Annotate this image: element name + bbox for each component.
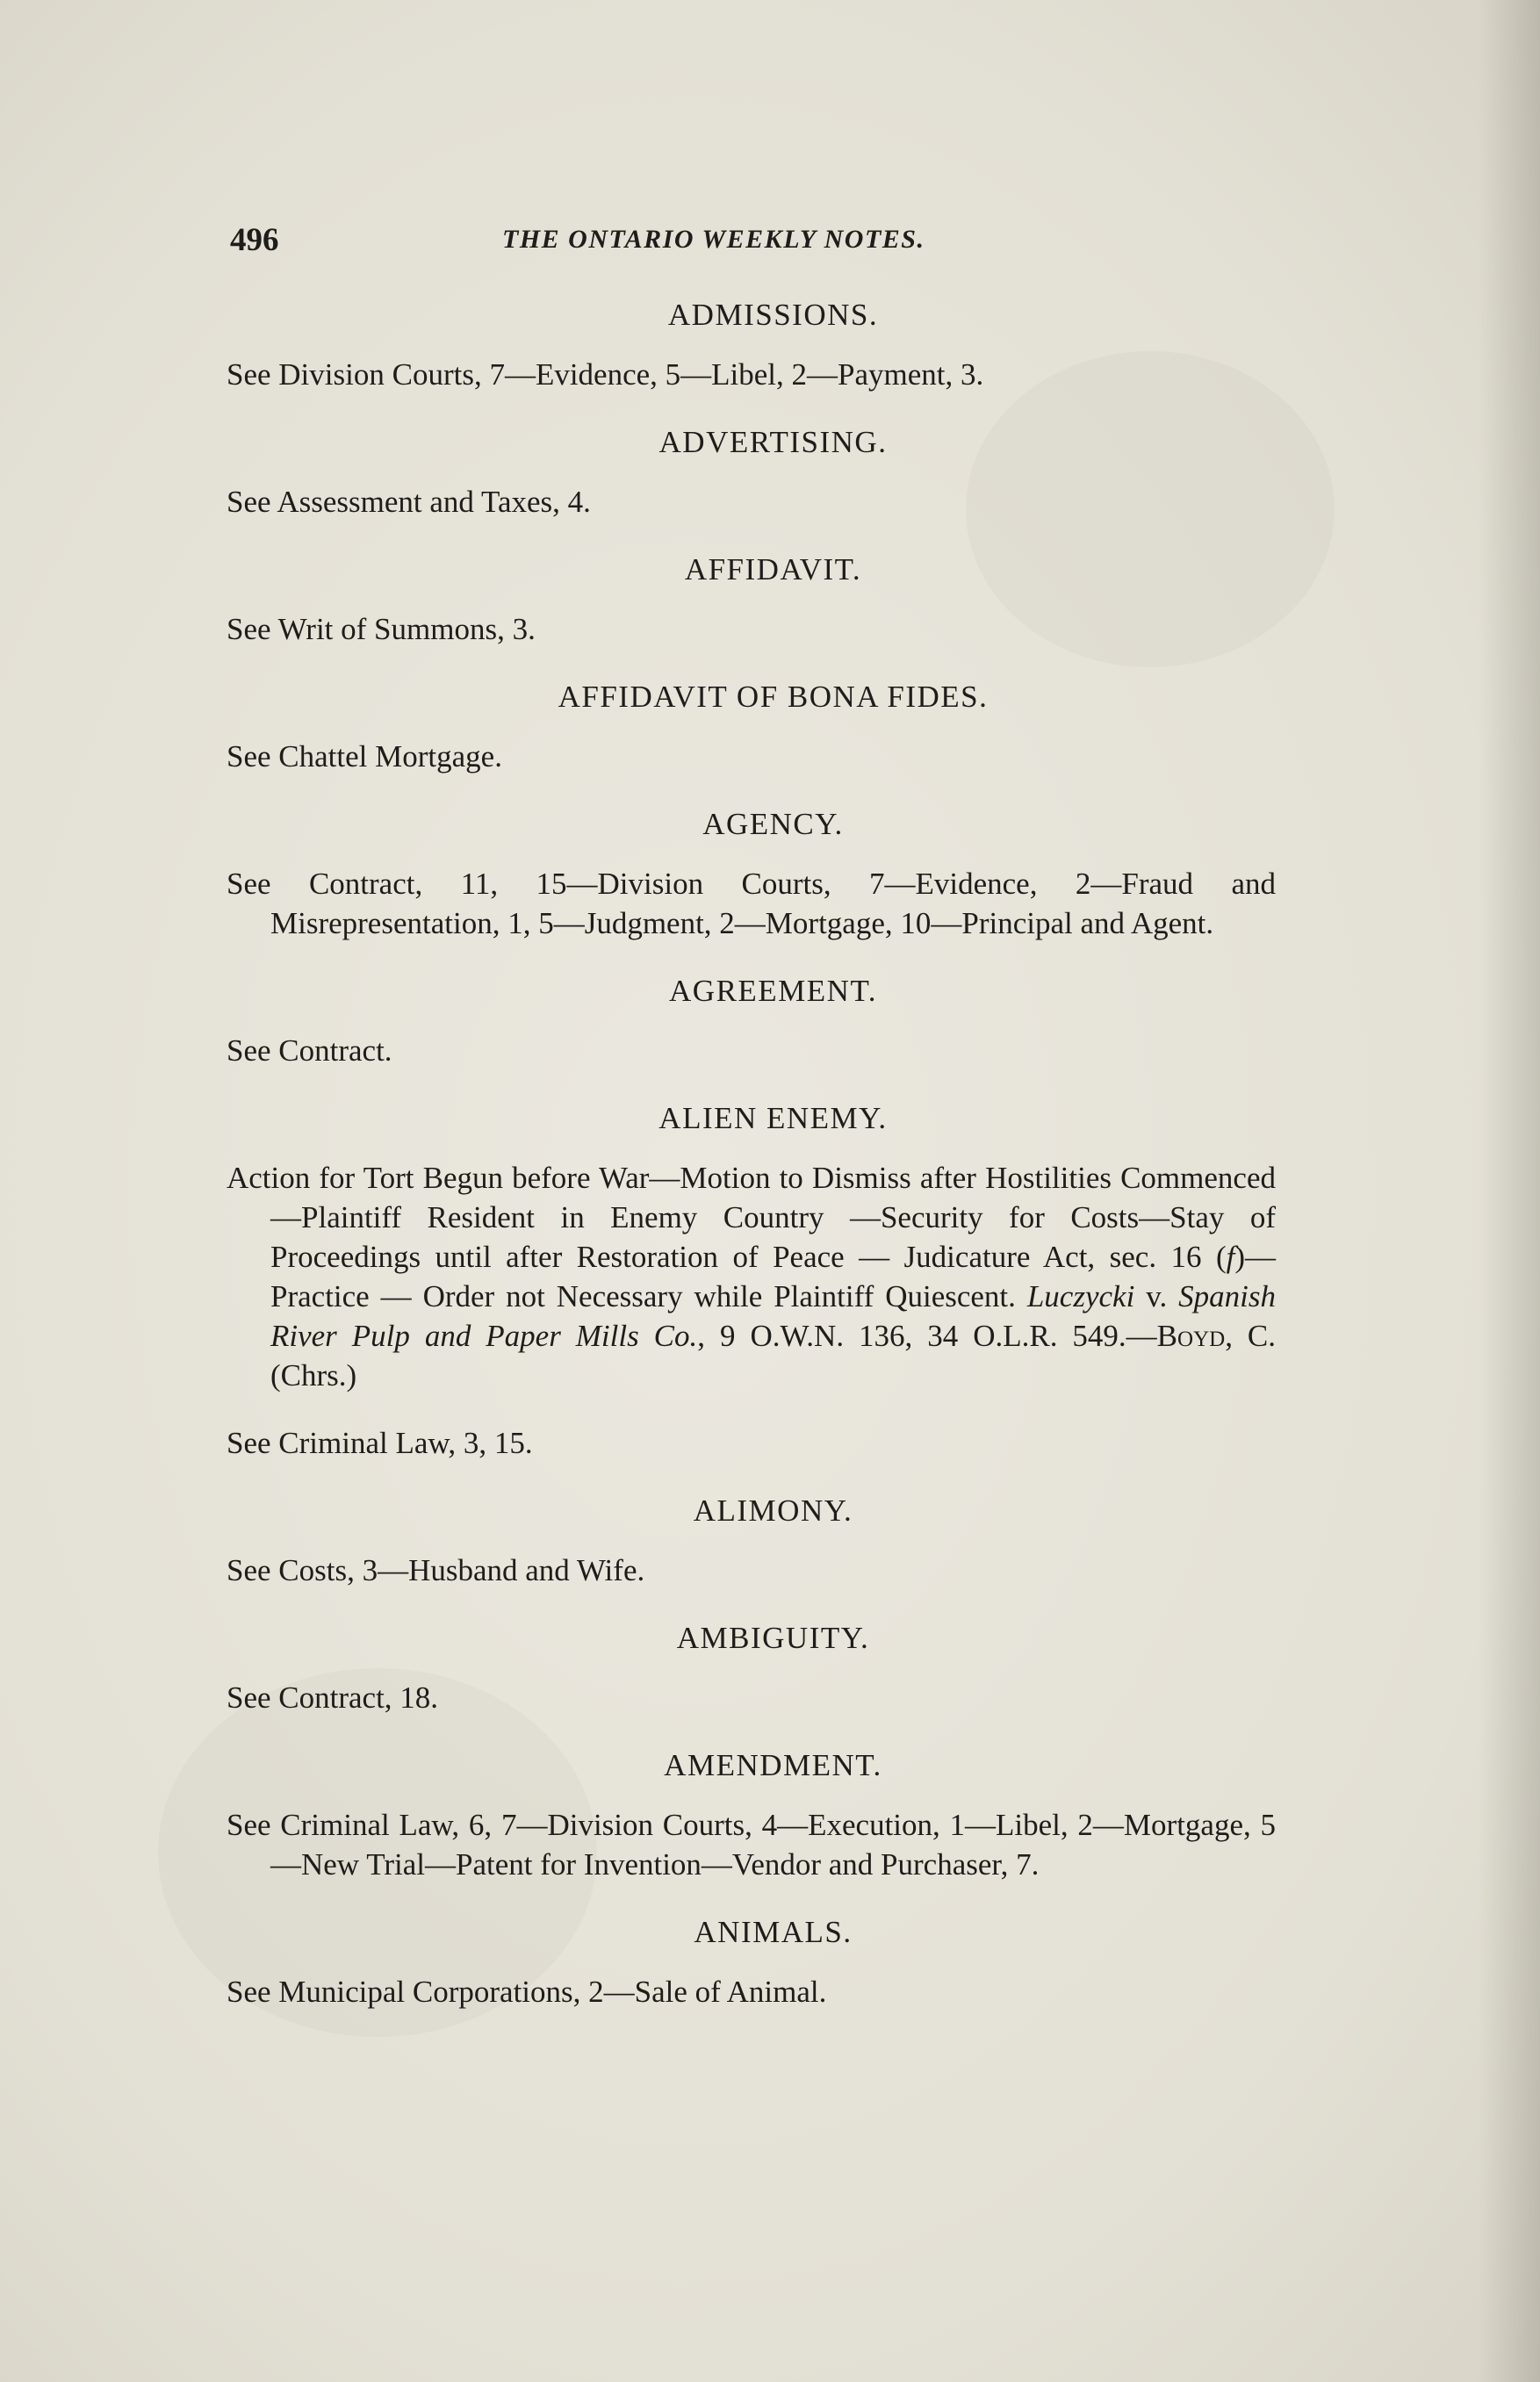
journal-title: THE ONTARIO WEEKLY NOTES. [502, 225, 925, 254]
case-versus: v. [1134, 1279, 1179, 1313]
entry-reference: See Contract, 11, 15—Division Courts, 7—Evidence, 2—Fraud and Misrepresentation, 1, 5—Judgment, 2—Mortgage, 10—Principal and Agent. [227, 867, 1276, 940]
page-number: 496 [230, 222, 279, 258]
entry-reference: See Criminal Law, 3, 15. [227, 1426, 533, 1460]
case-party-defendant: Spanish River Pulp and Paper Mills Co. [270, 1279, 1276, 1353]
index-entry-animals [227, 1912, 1276, 2011]
section-letter: f [1226, 1240, 1235, 1274]
running-head [230, 221, 1284, 265]
index-entry-agency [227, 804, 1276, 943]
entry-reference: See Costs, 3—Husband and Wife. [227, 1553, 645, 1587]
index-entry-ambiguity [227, 1618, 1276, 1717]
case-summary: Action for Tort Begun before War—Motion to Dismiss after Hostilities Commenced—Plaintiff Resident in Enemy Country —Security for Costs—Stay of Proceedings until after Restoration of Peace — Judicature Act, sec. 16 ( [227, 1161, 1276, 1274]
index-entry-advertising [227, 422, 1276, 522]
entry-heading: ADVERTISING. [658, 425, 888, 459]
case-judge-suffix: , C. (Chrs.) [270, 1319, 1276, 1392]
entry-heading: AFFIDAVIT OF BONA FIDES. [558, 680, 989, 714]
entry-heading: AMENDMENT. [664, 1748, 882, 1782]
entry-reference: See Writ of Summons, 3. [227, 612, 536, 646]
index-entry-agreement [227, 971, 1276, 1070]
case-summary-end: )—Practice — Order not Necessary while Plaintiff Quiescent. [270, 1240, 1276, 1313]
entry-heading: AGENCY. [702, 807, 844, 841]
index-entry-admissions [227, 295, 1276, 394]
entry-reference: See Contract. [227, 1033, 392, 1068]
entry-heading: ANIMALS. [694, 1915, 853, 1949]
entry-reference: See Municipal Corporations, 2—Sale of Animal. [227, 1975, 827, 2009]
entry-reference: See Contract, 18. [227, 1680, 439, 1715]
entry-heading: ALIEN ENEMY. [658, 1101, 888, 1135]
entry-heading: AFFIDAVIT. [684, 552, 862, 587]
entry-reference: See Chattel Mortgage. [227, 739, 502, 774]
entry-reference: See Division Courts, 7—Evidence, 5—Libel, 2—Payment, 3. [227, 357, 984, 392]
index-entry-affidavit-bona-fides [227, 677, 1276, 776]
entry-heading: ADMISSIONS. [667, 298, 879, 332]
index-entry-affidavit [227, 550, 1276, 649]
index-entry-alimony [227, 1491, 1276, 1590]
entry-heading: ALIMONY. [693, 1493, 853, 1528]
entry-reference: See Assessment and Taxes, 4. [227, 485, 591, 519]
case-digest [227, 1158, 1276, 1395]
entry-heading: AMBIGUITY. [676, 1621, 870, 1655]
page-gutter-shadow [1479, 0, 1540, 2382]
index-content [227, 295, 1276, 2040]
index-entry-amendment [227, 1745, 1276, 1884]
index-entry-alien-enemy [227, 1098, 1276, 1463]
case-party-plaintiff: Luczycki [1026, 1279, 1135, 1313]
entry-heading: AGREEMENT. [669, 974, 877, 1008]
case-citation: , 9 O.W.N. 136, 34 O.L.R. 549.— [697, 1319, 1157, 1353]
case-judge: Boyd [1156, 1319, 1226, 1353]
entry-reference: See Criminal Law, 6, 7—Division Courts, 4—Execution, 1—Libel, 2—Mortgage, 5—New Trial—Patent for Invention—Vendor and Purchaser, 7. [227, 1808, 1276, 1882]
